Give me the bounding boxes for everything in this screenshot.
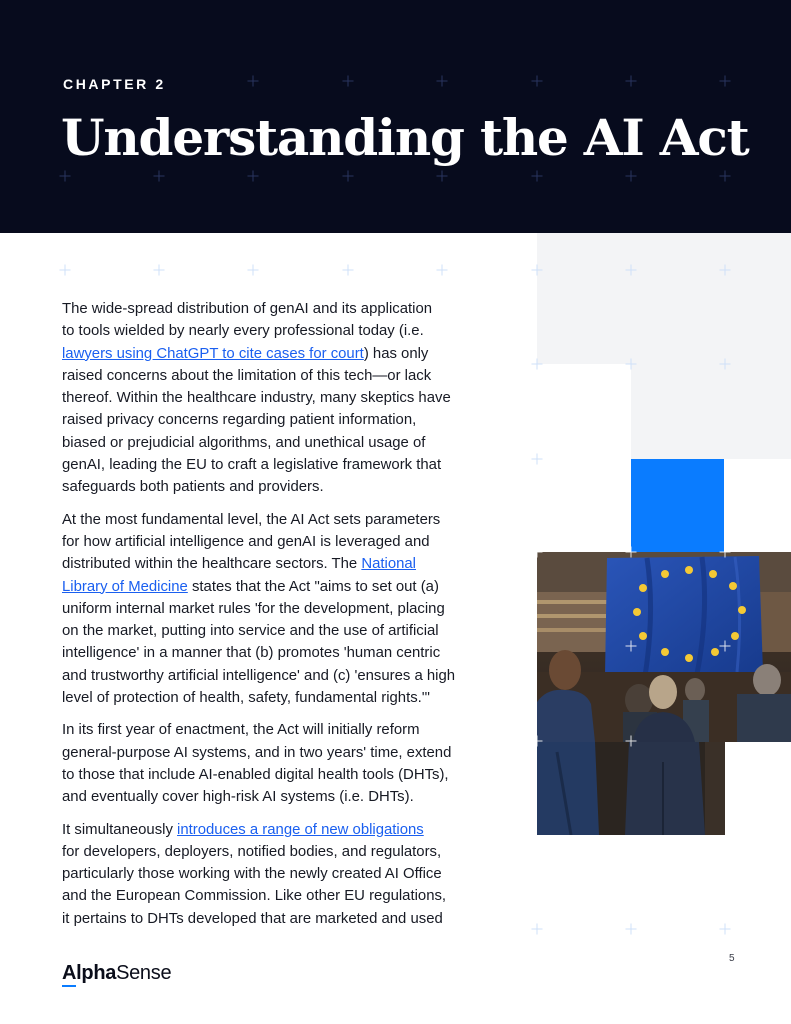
plus-icon [154,265,165,276]
plus-icon [532,924,543,935]
national-library-of-medicine-link[interactable]: National [361,556,416,573]
decorative-gray-block [631,364,791,459]
decorative-gray-block [537,233,791,364]
text-line: and the European Commission. Like other EU regulations, [62,888,447,905]
paragraph-1 [62,298,502,499]
text-line: for developers, deployers, notified bodies, and regulators, [62,843,442,860]
text-line: thereof. Within the healthcare industry, many skeptics have [62,390,451,407]
text-line: safeguards both patients and providers. [62,479,324,496]
text-line: genAI, leading the EU to craft a legislative framework that [62,457,442,474]
text-line: biased or prejudicial algorithms, and unethical usage of [62,434,426,451]
page-number: 5 [729,953,735,964]
parliament-photo-bottom [537,742,725,835]
text-line: to those that include AI-enabled digital health tools (DHTs), [62,766,449,783]
text-line: general-purpose AI systems, and in two years' time, extend [62,744,452,761]
parliament-photo [537,552,791,742]
text-line: and trustworthy artificial intelligence' and (c) 'ensures a high [62,667,456,684]
plus-icon [720,924,731,935]
text-fragment: distributed within the healthcare sectors. The [62,556,362,573]
new-obligations-link[interactable]: introduces a range of new obligations [177,821,424,838]
text-line: level of protection of health, safety, fundamental rights.'" [62,690,430,707]
text-line [62,576,502,598]
text-fragment: ) has only [363,345,429,362]
logo-bold: Alpha [62,962,117,984]
text-fragment: states that the Act "aims to set out (a) [187,578,439,595]
plus-icon [248,265,259,276]
plus-icon [343,265,354,276]
text-line: The wide-spread distribution of genAI and its application [62,301,433,317]
text-line: At the most fundamental level, the AI Act sets parameters [62,511,441,528]
chatgpt-court-cases-link[interactable]: lawyers using ChatGPT to cite cases for court [62,345,364,362]
text-line [62,343,502,365]
text-line: uniform internal market rules 'for the development, placing [62,600,445,617]
text-line [62,819,502,841]
page-title: Understanding the AI Act [61,108,749,167]
paragraph-4 [62,819,502,930]
text-line: intelligence' in a manner that (b) promotes 'human centric [62,645,441,662]
alphasense-logo [62,962,171,985]
logo-underline [62,985,76,987]
text-line: to tools wielded by nearly every professional today (i.e. [62,323,424,340]
chapter-label: CHAPTER 2 [63,76,166,92]
text-line: In its first year of enactment, the Act will initially reform [62,722,420,739]
text-line [62,553,502,575]
logo-regular: Sense [116,962,172,984]
plus-icon [626,924,637,935]
article-body [62,298,502,940]
text-line: raised privacy concerns regarding patient information, [62,412,417,429]
text-line: for how artificial intelligence and genAI is leveraged and [62,533,430,550]
text-line: particularly those working with the newly created AI Office [62,866,442,883]
plus-icon [60,265,71,276]
plus-icon [437,265,448,276]
text-line: on the market, putting into service and the use of artificial [62,623,439,640]
plus-icon [532,454,543,465]
text-line: raised concerns about the limitation of this tech—or lack [62,367,432,384]
national-library-of-medicine-link-cont[interactable]: Library of Medicine [62,578,188,595]
paragraph-2 [62,509,502,710]
chapter-header [0,0,791,233]
decorative-blue-block [631,459,724,552]
text-fragment: It simultaneously [62,821,178,838]
paragraph-3 [62,719,502,808]
text-line: it pertains to DHTs developed that are marketed and used [62,910,443,927]
text-line: and eventually cover high-risk AI systems (i.e. DHTs). [62,789,414,806]
